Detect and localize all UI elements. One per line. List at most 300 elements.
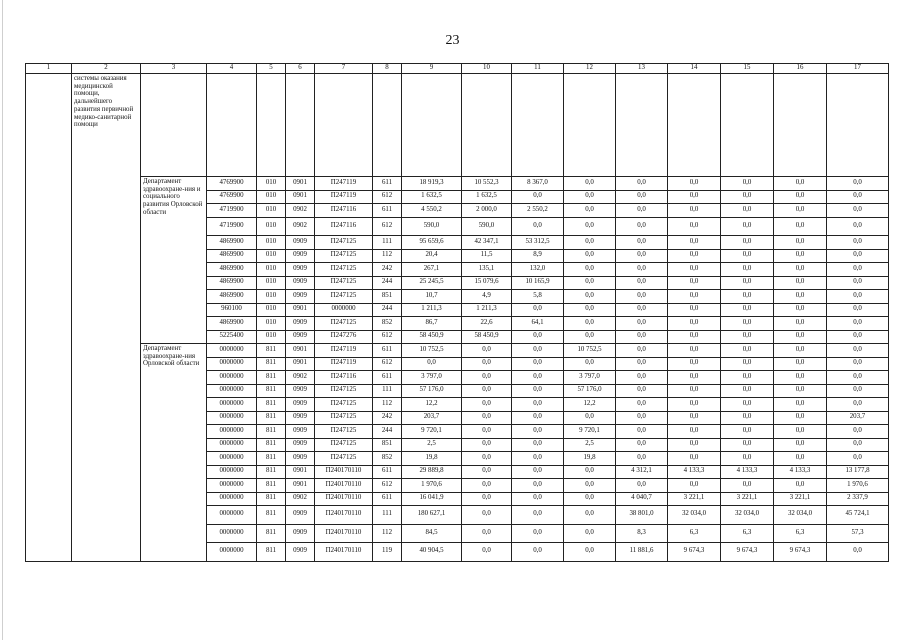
data-cell: 0,0 <box>827 303 889 317</box>
data-cell: 0,0 <box>462 411 512 425</box>
data-cell: 57 176,0 <box>564 384 616 398</box>
data-cell: 0,0 <box>668 190 721 204</box>
data-cell: 0,0 <box>564 506 616 525</box>
data-cell: 0,0 <box>564 276 616 290</box>
blank-cell <box>402 74 462 177</box>
data-cell: 0901 <box>286 303 315 317</box>
data-cell: П247119 <box>315 357 373 371</box>
data-cell: 0,0 <box>721 204 774 218</box>
data-cell: 0,0 <box>774 438 827 452</box>
data-cell: 0,0 <box>774 344 827 358</box>
data-cell: 0,0 <box>564 411 616 425</box>
data-cell: 0901 <box>286 465 315 479</box>
column-number-cell: 14 <box>668 64 721 74</box>
data-cell: 010 <box>257 204 286 218</box>
data-cell: 2 000,0 <box>462 204 512 218</box>
data-cell: 0909 <box>286 290 315 304</box>
data-cell: 0,0 <box>512 506 564 525</box>
data-cell: 0,0 <box>774 263 827 277</box>
data-cell: 0,0 <box>721 263 774 277</box>
data-cell: 0909 <box>286 506 315 525</box>
data-cell: 132,0 <box>512 263 564 277</box>
data-cell: 0,0 <box>721 177 774 191</box>
data-cell: 0,0 <box>512 479 564 493</box>
blank-cell <box>257 74 286 177</box>
data-cell: 0,0 <box>668 303 721 317</box>
data-cell: 6,3 <box>721 524 774 543</box>
data-cell: 0,0 <box>512 543 564 562</box>
column-number-cell: 5 <box>257 64 286 74</box>
data-cell: 3 221,1 <box>721 492 774 506</box>
data-cell: П247125 <box>315 276 373 290</box>
data-cell: 10,7 <box>402 290 462 304</box>
data-cell: 8 367,0 <box>512 177 564 191</box>
data-cell: 0909 <box>286 524 315 543</box>
data-cell: 4769900 <box>207 190 257 204</box>
data-cell: 0,0 <box>512 303 564 317</box>
data-cell: 180 627,1 <box>402 506 462 525</box>
data-cell: 2 337,9 <box>827 492 889 506</box>
data-cell: 4869900 <box>207 290 257 304</box>
data-cell: 811 <box>257 357 286 371</box>
data-cell: 22,6 <box>462 317 512 331</box>
data-cell: 010 <box>257 303 286 317</box>
data-cell: 0,0 <box>616 204 668 218</box>
data-cell: 112 <box>373 249 402 263</box>
data-cell: 58 450,9 <box>402 330 462 344</box>
data-cell: 0,0 <box>668 452 721 466</box>
data-cell: 0,0 <box>668 290 721 304</box>
data-cell: П247276 <box>315 330 373 344</box>
data-cell: 0,0 <box>774 317 827 331</box>
data-cell: 0,0 <box>827 217 889 236</box>
data-cell: 2 550,2 <box>512 204 564 218</box>
data-cell: 0909 <box>286 438 315 452</box>
data-cell: П247125 <box>315 290 373 304</box>
column-number-cell: 8 <box>373 64 402 74</box>
column-number-cell: 2 <box>72 64 141 74</box>
data-cell: 0000000 <box>207 506 257 525</box>
data-cell: 0,0 <box>721 249 774 263</box>
column-number-cell: 15 <box>721 64 774 74</box>
data-cell: 0,0 <box>827 249 889 263</box>
data-cell: 0,0 <box>827 384 889 398</box>
data-cell: 0,0 <box>827 344 889 358</box>
data-cell: 86,7 <box>402 317 462 331</box>
data-cell: 0,0 <box>402 357 462 371</box>
data-cell: 0,0 <box>668 263 721 277</box>
data-cell: 267,1 <box>402 263 462 277</box>
data-cell: П247125 <box>315 317 373 331</box>
data-cell: 0909 <box>286 330 315 344</box>
data-cell: 0909 <box>286 384 315 398</box>
data-cell: 9 674,3 <box>721 543 774 562</box>
data-cell: П247116 <box>315 371 373 385</box>
data-cell: 0909 <box>286 263 315 277</box>
data-cell: 2,5 <box>402 438 462 452</box>
data-cell: 0,0 <box>512 452 564 466</box>
data-cell: 0,0 <box>462 506 512 525</box>
data-cell: 0,0 <box>564 204 616 218</box>
data-cell: 0000000 <box>207 411 257 425</box>
data-cell: 811 <box>257 438 286 452</box>
data-cell: 10 552,3 <box>462 177 512 191</box>
data-cell: 57 176,0 <box>402 384 462 398</box>
data-cell: 0,0 <box>512 384 564 398</box>
data-cell: 0,0 <box>827 236 889 250</box>
data-cell: 612 <box>373 330 402 344</box>
blank-cell <box>286 74 315 177</box>
data-cell: 0,0 <box>668 425 721 439</box>
data-cell: 244 <box>373 303 402 317</box>
data-cell: 0,0 <box>564 263 616 277</box>
data-cell: 0901 <box>286 357 315 371</box>
table-body <box>26 74 889 562</box>
budget-table <box>25 63 889 562</box>
data-cell: 851 <box>373 438 402 452</box>
data-cell: 10 165,9 <box>512 276 564 290</box>
data-cell: 0,0 <box>512 524 564 543</box>
data-cell: 811 <box>257 506 286 525</box>
data-cell: 112 <box>373 524 402 543</box>
data-cell: П247119 <box>315 190 373 204</box>
data-cell: П247119 <box>315 177 373 191</box>
data-cell: 203,7 <box>827 411 889 425</box>
data-cell: П247116 <box>315 204 373 218</box>
data-cell: 0,0 <box>668 371 721 385</box>
data-cell: 8,9 <box>512 249 564 263</box>
data-cell: 611 <box>373 492 402 506</box>
data-cell: П247116 <box>315 217 373 236</box>
data-cell: 0,0 <box>668 217 721 236</box>
data-cell: 611 <box>373 177 402 191</box>
data-cell: 0,0 <box>721 276 774 290</box>
data-cell: 0,0 <box>616 384 668 398</box>
data-cell: 0000000 <box>207 384 257 398</box>
data-cell: 0,0 <box>616 452 668 466</box>
data-cell: 3 221,1 <box>668 492 721 506</box>
column-number-cell: 1 <box>26 64 72 74</box>
data-cell: П240170110 <box>315 506 373 525</box>
data-cell: 0,0 <box>668 438 721 452</box>
data-cell: 010 <box>257 317 286 331</box>
blank-cell <box>668 74 721 177</box>
data-cell: 0,0 <box>616 411 668 425</box>
data-cell: 0902 <box>286 371 315 385</box>
data-cell: 0909 <box>286 425 315 439</box>
data-cell: 244 <box>373 425 402 439</box>
data-cell: 0,0 <box>564 303 616 317</box>
data-cell: 4869900 <box>207 249 257 263</box>
data-cell: 0,0 <box>668 204 721 218</box>
data-cell: 0000000 <box>207 543 257 562</box>
data-cell: 010 <box>257 177 286 191</box>
data-cell: 0,0 <box>774 204 827 218</box>
data-cell: 0,0 <box>774 276 827 290</box>
data-cell: 612 <box>373 217 402 236</box>
data-cell: 0,0 <box>774 330 827 344</box>
data-cell: 58 450,9 <box>462 330 512 344</box>
data-cell: 0000000 <box>207 492 257 506</box>
data-cell: 611 <box>373 344 402 358</box>
data-cell: 9 720,1 <box>402 425 462 439</box>
data-cell: 811 <box>257 384 286 398</box>
data-cell: 0,0 <box>721 303 774 317</box>
data-cell: 0,0 <box>827 290 889 304</box>
data-cell: 4 133,3 <box>668 465 721 479</box>
data-cell: 0,0 <box>616 357 668 371</box>
data-cell: 0,0 <box>668 479 721 493</box>
data-cell: 4719900 <box>207 217 257 236</box>
data-cell: 0,0 <box>721 290 774 304</box>
data-cell: П247125 <box>315 384 373 398</box>
data-cell: П247125 <box>315 452 373 466</box>
data-cell: 010 <box>257 276 286 290</box>
data-cell: 811 <box>257 492 286 506</box>
data-cell: 6,3 <box>668 524 721 543</box>
data-cell: 4 550,2 <box>402 204 462 218</box>
blank-cell <box>827 74 889 177</box>
data-cell: 0,0 <box>668 398 721 412</box>
data-cell: 0,0 <box>512 190 564 204</box>
data-cell: 0,0 <box>616 479 668 493</box>
data-cell: 0,0 <box>774 249 827 263</box>
data-cell: 0,0 <box>462 452 512 466</box>
data-cell: 0,0 <box>616 263 668 277</box>
data-cell: 0,0 <box>512 371 564 385</box>
data-cell: 811 <box>257 543 286 562</box>
data-cell: 0,0 <box>512 357 564 371</box>
data-cell: 42 347,1 <box>462 236 512 250</box>
data-cell: 811 <box>257 371 286 385</box>
data-cell: 010 <box>257 190 286 204</box>
data-cell: 0,0 <box>668 236 721 250</box>
data-cell: 0,0 <box>564 479 616 493</box>
department-label: Департамент здравоохране-ния Орловской области <box>141 344 207 562</box>
data-cell: 0,0 <box>827 177 889 191</box>
data-cell: 0,0 <box>512 217 564 236</box>
data-cell: 0,0 <box>721 236 774 250</box>
data-cell: 0,0 <box>564 330 616 344</box>
data-cell: 0,0 <box>462 425 512 439</box>
data-cell: П247125 <box>315 425 373 439</box>
data-cell: 4869900 <box>207 317 257 331</box>
data-cell: 852 <box>373 452 402 466</box>
data-cell: 1 970,6 <box>402 479 462 493</box>
data-cell: 0,0 <box>668 357 721 371</box>
data-cell: 811 <box>257 465 286 479</box>
data-cell: 0,0 <box>721 479 774 493</box>
data-cell: 0,0 <box>668 411 721 425</box>
data-cell: 0909 <box>286 276 315 290</box>
data-cell: 0,0 <box>668 330 721 344</box>
data-cell: 0000000 <box>207 465 257 479</box>
blank-cell <box>616 74 668 177</box>
data-cell: 0000000 <box>207 357 257 371</box>
data-cell: 0,0 <box>564 177 616 191</box>
data-cell: П247125 <box>315 263 373 277</box>
data-cell: 4869900 <box>207 263 257 277</box>
data-cell: 0,0 <box>512 438 564 452</box>
data-cell: 0902 <box>286 204 315 218</box>
data-cell: 135,1 <box>462 263 512 277</box>
data-cell: 0,0 <box>564 524 616 543</box>
data-cell: 0,0 <box>616 398 668 412</box>
data-cell: 0,0 <box>774 371 827 385</box>
page-number: 23 <box>445 33 460 48</box>
data-cell: 0,0 <box>827 204 889 218</box>
data-cell: 12,2 <box>402 398 462 412</box>
data-cell: 57,3 <box>827 524 889 543</box>
data-cell: 0909 <box>286 452 315 466</box>
data-cell: 0000000 <box>207 524 257 543</box>
data-cell: П240170110 <box>315 543 373 562</box>
data-cell: 20,4 <box>402 249 462 263</box>
page-edge-line <box>2 0 3 640</box>
data-cell: 4 040,7 <box>616 492 668 506</box>
data-cell: 0,0 <box>721 357 774 371</box>
data-cell: 811 <box>257 344 286 358</box>
data-cell: П247125 <box>315 249 373 263</box>
data-cell: 4 133,3 <box>721 465 774 479</box>
data-cell: 0000000 <box>207 425 257 439</box>
data-cell: 119 <box>373 543 402 562</box>
data-cell: 0,0 <box>564 236 616 250</box>
data-cell: 0,0 <box>721 411 774 425</box>
data-cell: 0909 <box>286 236 315 250</box>
data-cell: 0,0 <box>462 543 512 562</box>
data-cell: 0,0 <box>564 249 616 263</box>
data-cell: П240170110 <box>315 479 373 493</box>
data-cell: 0000000 <box>207 398 257 412</box>
data-cell: 0,0 <box>827 190 889 204</box>
data-cell: 0,0 <box>827 425 889 439</box>
data-cell: 0,0 <box>721 317 774 331</box>
data-cell: 4,9 <box>462 290 512 304</box>
data-cell: 40 904,5 <box>402 543 462 562</box>
data-cell: 0,0 <box>564 290 616 304</box>
data-cell: 0,0 <box>827 317 889 331</box>
data-cell: 111 <box>373 506 402 525</box>
data-cell: 0,0 <box>668 249 721 263</box>
data-cell: 0,0 <box>827 452 889 466</box>
data-cell: 0,0 <box>616 177 668 191</box>
data-cell: 611 <box>373 371 402 385</box>
column-number-cell: 12 <box>564 64 616 74</box>
data-cell: 0909 <box>286 317 315 331</box>
data-cell: 0,0 <box>512 330 564 344</box>
data-cell: 590,0 <box>402 217 462 236</box>
data-cell: 112 <box>373 398 402 412</box>
data-cell: 6,3 <box>774 524 827 543</box>
data-cell: 811 <box>257 411 286 425</box>
data-cell: 0,0 <box>668 276 721 290</box>
data-cell: 0,0 <box>512 425 564 439</box>
data-cell: 32 034,0 <box>668 506 721 525</box>
data-cell: 0,0 <box>462 371 512 385</box>
data-cell: 95 659,6 <box>402 236 462 250</box>
data-cell: 0,0 <box>512 411 564 425</box>
column-number-cell: 17 <box>827 64 889 74</box>
data-cell: 9 674,3 <box>774 543 827 562</box>
data-cell: 611 <box>373 204 402 218</box>
data-cell: 0,0 <box>774 217 827 236</box>
data-cell: 811 <box>257 452 286 466</box>
column-number-cell: 16 <box>774 64 827 74</box>
table-row <box>26 177 889 191</box>
data-cell: 242 <box>373 263 402 277</box>
data-cell: 0909 <box>286 543 315 562</box>
data-cell: 1 632,5 <box>462 190 512 204</box>
data-cell: 0,0 <box>721 371 774 385</box>
data-cell: 0,0 <box>721 344 774 358</box>
data-cell: 111 <box>373 384 402 398</box>
data-cell: 0,0 <box>564 217 616 236</box>
data-cell: 612 <box>373 479 402 493</box>
data-cell: 1 211,3 <box>402 303 462 317</box>
data-cell: 0,0 <box>827 263 889 277</box>
data-cell: 0,0 <box>668 177 721 191</box>
data-cell: 0,0 <box>616 276 668 290</box>
data-cell: 0,0 <box>721 438 774 452</box>
data-cell: 15 079,6 <box>462 276 512 290</box>
blank-cell <box>207 74 257 177</box>
data-cell: 811 <box>257 398 286 412</box>
data-cell: 4 312,1 <box>616 465 668 479</box>
data-cell: 0,0 <box>462 384 512 398</box>
data-cell: 0,0 <box>512 492 564 506</box>
data-cell: 0,0 <box>616 217 668 236</box>
data-cell: 0000000 <box>207 371 257 385</box>
blank-cell <box>721 74 774 177</box>
data-cell: 2,5 <box>564 438 616 452</box>
data-cell: 0,0 <box>774 479 827 493</box>
data-cell: 32 034,0 <box>774 506 827 525</box>
data-cell: 242 <box>373 411 402 425</box>
data-cell: 0,0 <box>564 465 616 479</box>
data-cell: 0,0 <box>668 317 721 331</box>
data-cell: 0,0 <box>721 190 774 204</box>
data-cell: 0000000 <box>207 479 257 493</box>
data-cell: П240170110 <box>315 524 373 543</box>
data-cell: 0,0 <box>827 357 889 371</box>
data-cell: 0,0 <box>827 438 889 452</box>
data-cell: 0,0 <box>564 317 616 331</box>
data-cell: 811 <box>257 479 286 493</box>
data-cell: 84,5 <box>402 524 462 543</box>
data-cell: 1 970,6 <box>827 479 889 493</box>
blank-cell <box>373 74 402 177</box>
data-cell: П247125 <box>315 438 373 452</box>
data-cell: 10 752,5 <box>564 344 616 358</box>
data-cell: 0,0 <box>774 177 827 191</box>
data-cell: 10 752,5 <box>402 344 462 358</box>
data-cell: 0000000 <box>315 303 373 317</box>
data-cell: 0,0 <box>462 465 512 479</box>
data-cell: 0,0 <box>774 236 827 250</box>
data-cell: 0000000 <box>207 438 257 452</box>
column-number-row <box>26 64 889 74</box>
data-cell: П247125 <box>315 411 373 425</box>
data-cell: 0,0 <box>721 330 774 344</box>
data-cell: 4 133,3 <box>774 465 827 479</box>
blank-cell <box>462 74 512 177</box>
data-cell: 0,0 <box>462 357 512 371</box>
data-cell: 45 724,1 <box>827 506 889 525</box>
data-cell: 0,0 <box>616 303 668 317</box>
data-cell: 0,0 <box>512 398 564 412</box>
data-cell: 16 041,9 <box>402 492 462 506</box>
